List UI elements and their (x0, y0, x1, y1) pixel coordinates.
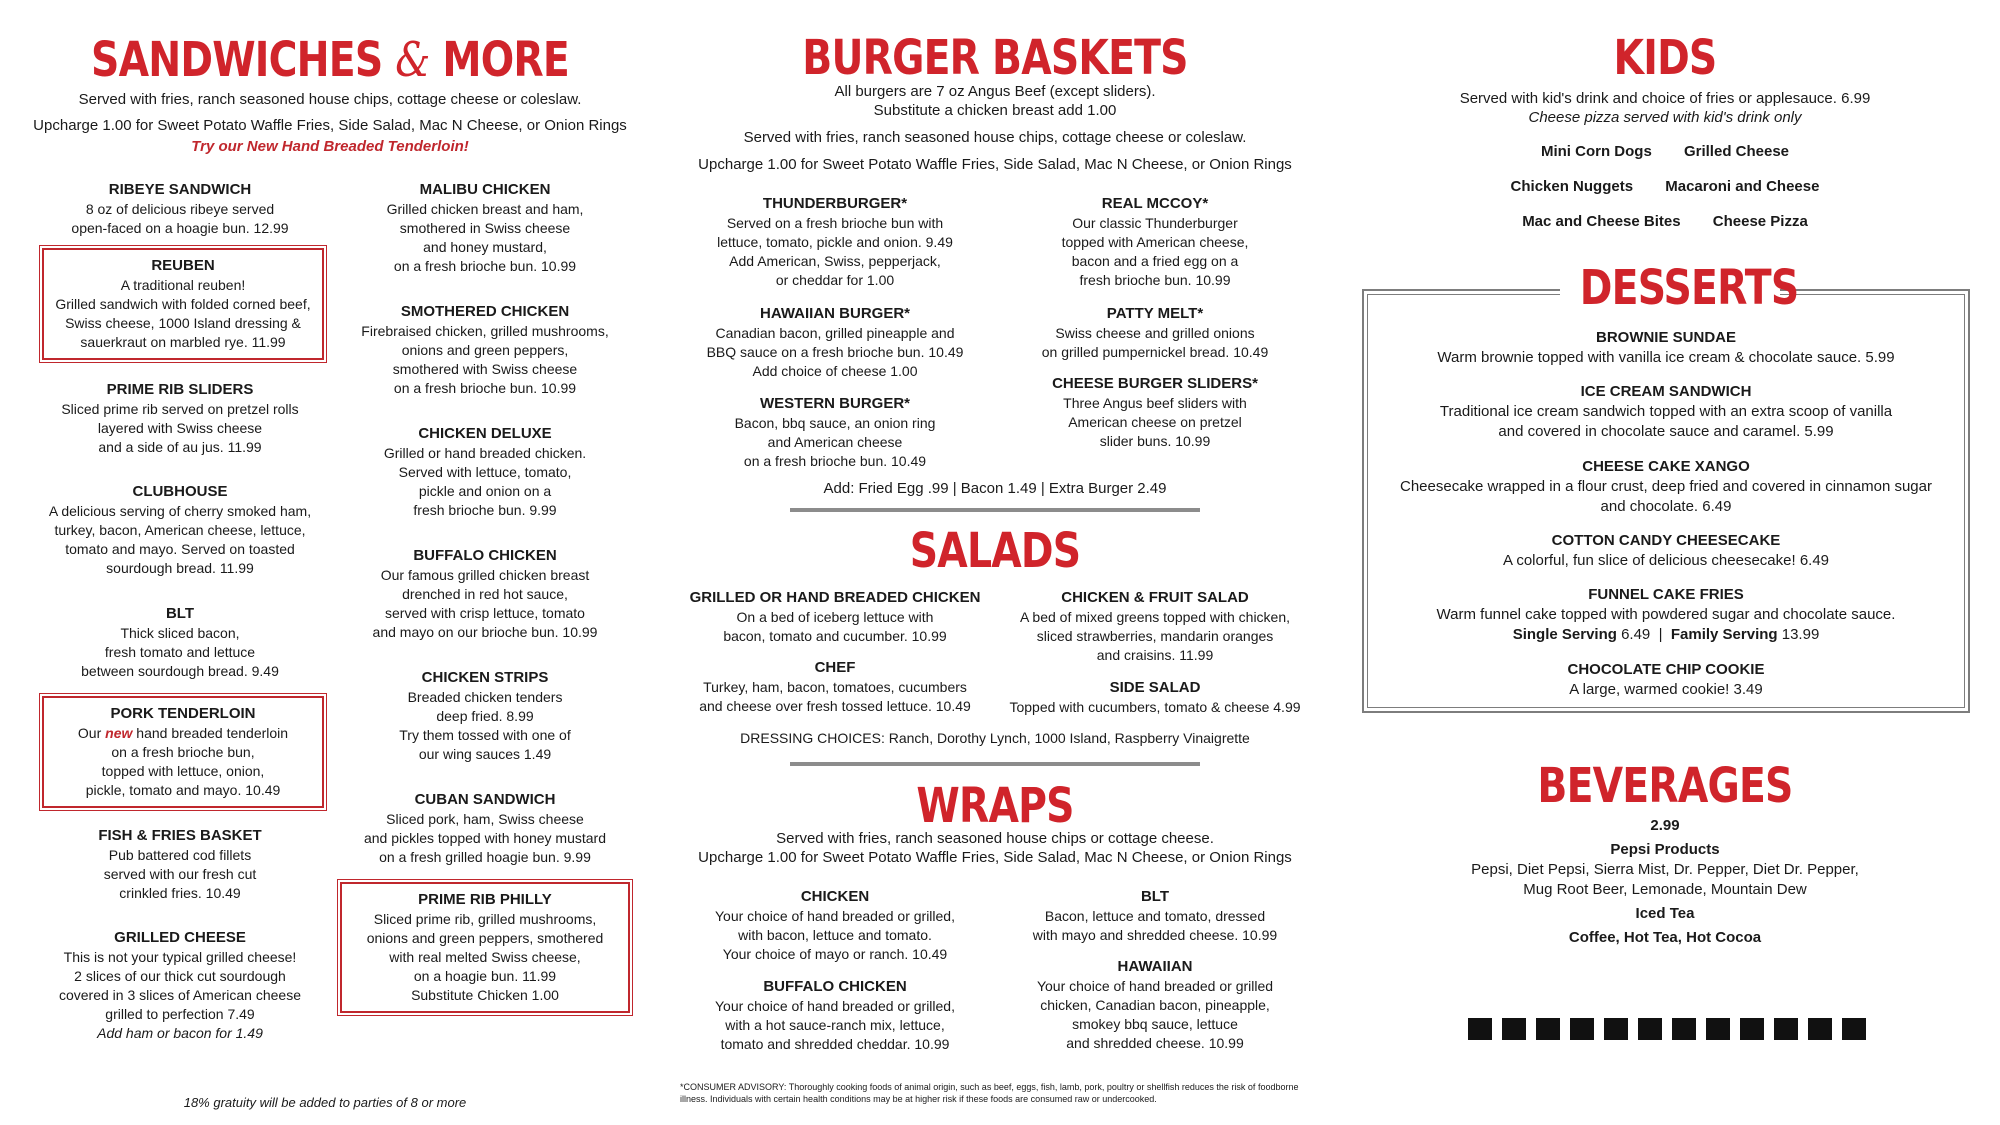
burgers-upcharge: Upcharge 1.00 for Sweet Potato Waffle Fries, Side Salad, Mac N Cheese, or Onion Rings (698, 156, 1292, 173)
wraps-served-with: Served with fries, ranch seasoned house chips or cottage cheese. (776, 830, 1214, 847)
sandwiches-upcharge: Upcharge 1.00 for Sweet Potato Waffle Fries, Side Salad, Mac N Cheese, or Onion Rings (33, 117, 627, 134)
square-icon (1774, 1018, 1798, 1040)
checkered-decoration (1468, 1018, 1866, 1040)
menu-item-cheese-burger-sliders: CHEESE BURGER SLIDERS* Three Angus beef sliders with American cheese on pretzel slider buns. 10.99 (1052, 375, 1258, 449)
pepsi-products-title: Pepsi Products (1610, 841, 1720, 858)
desserts-heading-wrap (1560, 260, 1799, 316)
menu-item-smothered-chicken: SMOTHERED CHICKEN Firebraised chicken, grilled mushrooms, onions and green peppers, smothered with Swiss cheese on a fresh brioche bun. 10.99 (361, 303, 609, 396)
sandwiches-served-with: Served with fries, ranch seasoned house chips, cottage cheese or coleslaw. (78, 91, 582, 108)
kids-desserts-beverages-column (1350, 0, 1980, 1125)
menu-item-chef-salad: CHEF Turkey, ham, bacon, tomatoes, cucumbers and cheese over fresh tossed lettuce. 10.49 (699, 659, 971, 714)
menu-item-grilled-cheese: GRILLED CHEESE This is not your typical grilled cheese! 2 slices of our thick cut sourdough covered in 3 slices of American cheese grilled to perfection 7.49 Add ham or bacon for 1.49 (58, 929, 301, 1041)
square-icon (1536, 1018, 1560, 1040)
beverages-heading: BEVERAGES (1537, 758, 1793, 814)
menu-item-chicken-strips: CHICKEN STRIPS Breaded chicken tenders deep fried. 8.99 Try them tossed with one of our wing sauces 1.49 (399, 669, 571, 762)
square-icon (1672, 1018, 1696, 1040)
menu-item-prime-rib-philly: PRIME RIB PHILLY Sliced prime rib, grilled mushrooms, onions and green peppers, smothered with real melted Swiss cheese, on a hoagie bun. 11.99 Substitute Chicken 1.00 (340, 882, 630, 1013)
menu-item-chocolate-chip-cookie: CHOCOLATE CHIP COOKIE A large, warmed cookie! 3.49 (1567, 661, 1765, 698)
menu-item-chicken-salad: GRILLED OR HAND BREADED CHICKEN On a bed of iceberg lettuce with bacon, tomato and cucumber. 10.99 (689, 589, 981, 644)
kids-item: Mini Corn Dogs (1540, 143, 1652, 160)
burgers-salads-wraps-column (680, 0, 1310, 1125)
menu-item-brownie-sundae: BROWNIE SUNDAE Warm brownie topped with vanilla ice cream & chocolate sauce. 5.99 (1437, 329, 1895, 366)
menu-item-cuban-sandwich: CUBAN SANDWICH Sliced pork, ham, Swiss cheese and pickles topped with honey mustard on a fresh grilled hoagie bun. 9.99 (363, 791, 607, 865)
kids-row (1350, 142, 1980, 162)
kids-item: Cheese Pizza (1712, 213, 1808, 230)
square-icon (1604, 1018, 1628, 1040)
burger-baskets-heading: BURGER BASKETS (802, 30, 1188, 86)
menu-item-hawaiian-burger: HAWAIIAN BURGER* Canadian bacon, grilled pineapple and BBQ sauce on a fresh brioche bun. 10.49 Add choice of cheese 1.00 (706, 305, 964, 379)
dressing-choices: DRESSING CHOICES: Ranch, Dorothy Lynch, 1000 Island, Raspberry Vinaigrette (740, 730, 1250, 746)
burgers-angus-note: All burgers are 7 oz Angus Beef (except sliders). (834, 83, 1156, 100)
menu-item-fish-fries-basket: FISH & FRIES BASKET Pub battered cod fillets served with our fresh cut crinkled fries. 10.49 (98, 827, 262, 901)
section-divider (790, 508, 1200, 512)
kids-row (1350, 212, 1980, 232)
kids-row (1350, 177, 1980, 197)
kids-heading: KIDS (1613, 30, 1717, 86)
burgers-served-with: Served with fries, ranch seasoned house chips, cottage cheese or coleslaw. (743, 129, 1247, 146)
kids-item: Chicken Nuggets (1510, 178, 1634, 195)
menu-item-prime-rib-sliders: PRIME RIB SLIDERS Sliced prime rib served on pretzel rolls layered with Swiss cheese and a side of au jus. 11.99 (61, 381, 299, 455)
kids-pizza-note: Cheese pizza served with kid's drink only (1528, 109, 1802, 126)
menu-item-chicken-wrap: CHICKEN Your choice of hand breaded or grilled, with bacon, lettuce and tomato. Your choice of mayo or ranch. 10.49 (715, 888, 955, 962)
consumer-advisory: *CONSUMER ADVISORY: Thoroughly cooking foods of animal origin, such as beef, eggs, fish, lamb, pork, poultry or shellfish reduces the risk of foodborne illness. Individuals with certain health conditions may be at higher risk if these foods are consumed raw or undercooked. (680, 1082, 1299, 1104)
gratuity-note: 18% gratuity will be added to parties of 8 or more (183, 1095, 467, 1110)
menu-item-blt-wrap: BLT Bacon, lettuce and tomato, dressed with mayo and shredded cheese. 10.99 (1032, 888, 1278, 943)
menu-item-side-salad: SIDE SALAD Topped with cucumbers, tomato & cheese 4.99 (1009, 679, 1301, 715)
menu-item-pork-tenderloin: PORK TENDERLOIN Our new hand breaded tenderloin on a fresh brioche bun, topped with lettuce, onion, pickle, tomato and mayo. 10.49 (42, 696, 324, 808)
menu-item-clubhouse: CLUBHOUSE A delicious serving of cherry smoked ham, turkey, bacon, American cheese, lettuce, tomato and mayo. Served on toasted sourdough bread. 11.99 (48, 483, 312, 576)
menu-item-cotton-candy-cheesecake: COTTON CANDY CHEESECAKE A colorful, fun slice of delicious cheesecake! 6.49 (1502, 532, 1830, 569)
menu-item-cheese-cake-xango: CHEESE CAKE XANGO Cheesecake wrapped in a flour crust, deep fried and covered in cinnamon sugar and chocolate. 6.49 (1400, 458, 1932, 515)
menu-item-malibu-chicken: MALIBU CHICKEN Grilled chicken breast and ham, smothered in Swiss cheese and honey mustard, on a fresh brioche bun. 10.99 (386, 181, 584, 274)
menu-item-thunderburger: THUNDERBURGER* Served on a fresh brioche bun with lettuce, tomato, pickle and onion. 9.49 Add American, Swiss, pepperjack, or cheddar for 1.00 (717, 195, 953, 288)
square-icon (1502, 1018, 1526, 1040)
menu-item-chicken-deluxe: CHICKEN DELUXE Grilled or hand breaded chicken. Served with lettuce, tomato, pickle and onion on a fresh brioche bun. 9.99 (383, 425, 587, 518)
menu-item-western-burger: WESTERN BURGER* Bacon, bbq sauce, an onion ring and American cheese on a fresh brioche bun. 10.49 (734, 395, 936, 469)
square-icon (1842, 1018, 1866, 1040)
menu-item-buffalo-chicken-wrap: BUFFALO CHICKEN Your choice of hand breaded or grilled, with a hot sauce-ranch mix, lettuce, tomato and shredded cheddar. 10.99 (715, 978, 955, 1052)
square-icon (1706, 1018, 1730, 1040)
wraps-upcharge: Upcharge 1.00 for Sweet Potato Waffle Fries, Side Salad, Mac N Cheese, or Onion Rings (698, 849, 1292, 866)
desserts-box (1362, 289, 1970, 713)
beverages-price: 2.99 (1650, 817, 1680, 834)
kids-item: Macaroni and Cheese (1665, 178, 1820, 195)
burgers-substitute-note: Substitute a chicken breast add 1.00 (873, 102, 1117, 119)
menu-item-funnel-cake-fries: FUNNEL CAKE FRIES Warm funnel cake topped with powdered sugar and chocolate sauce. Single Serving 6.49 | Family Serving 13.99 (1436, 586, 1896, 643)
menu-item-ribeye-sandwich: RIBEYE SANDWICH 8 oz of delicious ribeye served open-faced on a hoagie bun. 12.99 (71, 181, 289, 236)
square-icon (1740, 1018, 1764, 1040)
menu-item-real-mccoy: REAL MCCOY* Our classic Thunderburger topped with American cheese, bacon and a fried egg on a fresh brioche bun. 10.99 (1061, 195, 1249, 288)
kids-item: Mac and Cheese Bites (1522, 213, 1681, 230)
section-divider (790, 762, 1200, 766)
menu-item-blt: BLT Thick sliced bacon, fresh tomato and lettuce between sourdough bread. 9.49 (81, 605, 279, 679)
desserts-heading: DESSERTS (1579, 260, 1799, 316)
menu-item-buffalo-chicken: BUFFALO CHICKEN Our famous grilled chicken breast drenched in red hot sauce, served with crisp lettuce, tomato and mayo on our brioche bun. 10.99 (372, 547, 598, 640)
sandwiches-column (30, 0, 630, 1125)
iced-tea: Iced Tea (1635, 905, 1695, 922)
pepsi-products-list: Pepsi, Diet Pepsi, Sierra Mist, Dr. Pepper, Diet Dr. Pepper, Mug Root Beer, Lemonade, Mountain Dew (1471, 861, 1859, 898)
menu-item-patty-melt: PATTY MELT* Swiss cheese and grilled onions on grilled pumpernickel bread. 10.49 (1041, 305, 1269, 360)
kids-item: Grilled Cheese (1683, 143, 1790, 160)
kids-served-with: Served with kid's drink and choice of fries or applesauce. 6.99 (1459, 90, 1871, 107)
square-icon (1468, 1018, 1492, 1040)
square-icon (1570, 1018, 1594, 1040)
square-icon (1638, 1018, 1662, 1040)
square-icon (1808, 1018, 1832, 1040)
menu-item-reuben: REUBEN A traditional reuben! Grilled sandwich with folded corned beef, Swiss cheese, 1000 Island dressing & sauerkraut on marbled rye. 11.99 (42, 248, 324, 360)
burger-addons: Add: Fried Egg .99 | Bacon 1.49 | Extra Burger 2.49 (823, 480, 1167, 497)
hot-drinks: Coffee, Hot Tea, Hot Cocoa (1568, 929, 1762, 946)
salads-heading: SALADS (909, 523, 1081, 579)
menu-item-hawaiian-wrap: HAWAIIAN Your choice of hand breaded or grilled chicken, Canadian bacon, pineapple, smokey bbq sauce, lettuce and shredded cheese. 10.99 (1036, 958, 1274, 1051)
menu-item-chicken-fruit-salad: CHICKEN & FRUIT SALAD A bed of mixed greens topped with chicken, sliced strawberries, mandarin oranges and craisins. 11.99 (1019, 589, 1291, 663)
menu-item-ice-cream-sandwich: ICE CREAM SANDWICH Traditional ice cream sandwich topped with an extra scoop of vanilla and covered in chocolate sauce and caramel. 5.99 (1439, 383, 1893, 440)
wraps-heading: WRAPS (916, 778, 1074, 834)
beverages-list (1350, 816, 1980, 948)
sandwiches-promo: Try our New Hand Breaded Tenderloin! (191, 138, 469, 155)
sandwiches-heading: SANDWICHES & MORE (91, 32, 569, 88)
